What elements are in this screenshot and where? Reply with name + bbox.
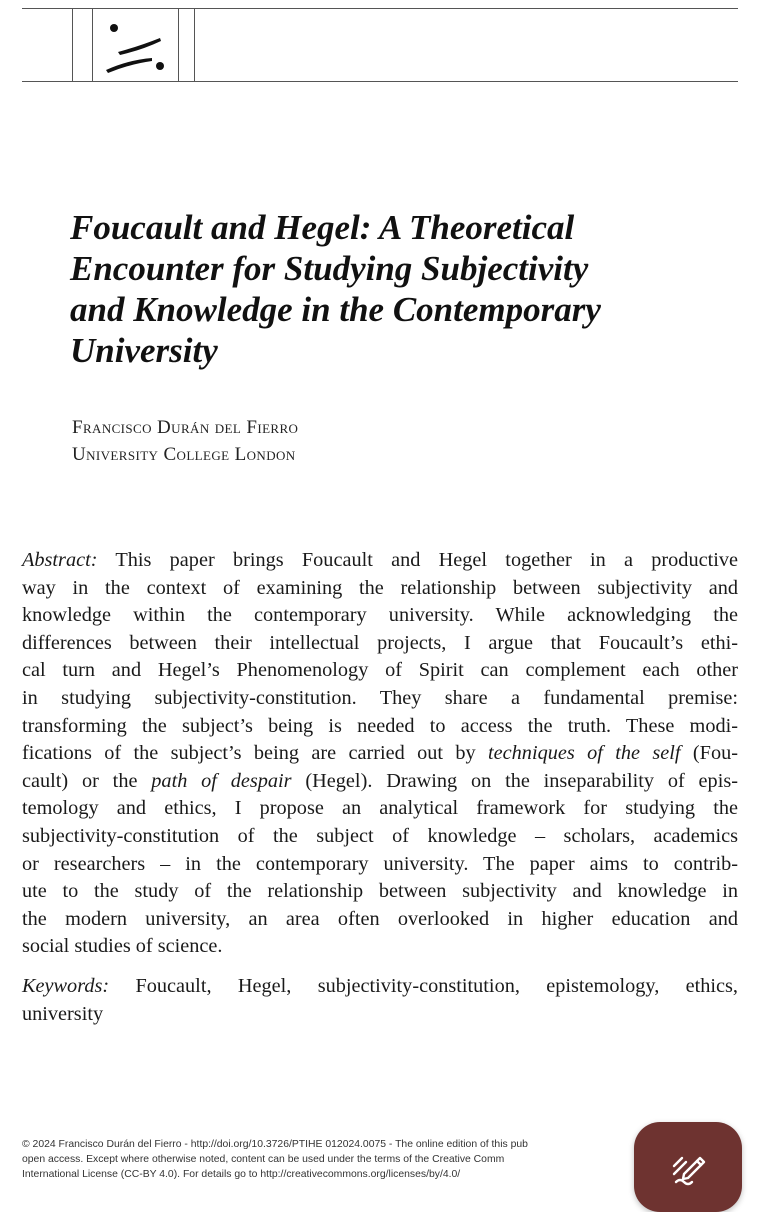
abstract-line: ute to the study of the relationship between subjectivity and knowledge in [22, 880, 738, 903]
keywords [22, 973, 738, 1028]
abstract-text: (Hegel). Drawing on the inseparability of epis- [291, 769, 738, 792]
paper-title [70, 207, 720, 371]
keywords-line [22, 973, 738, 1001]
abstract-text: This paper brings Foucault and Hegel together in a productive [97, 549, 738, 571]
title-line: Foucault and Hegel: A Theoretical [70, 208, 575, 247]
abstract-line [22, 768, 738, 796]
footer-line: © 2024 Francisco Durán del Fierro - http://doi.org/10.3726/PTIHE 012024.0075 - The online edition of this pub [22, 1139, 528, 1150]
header-divider [178, 8, 179, 82]
abstract-text: fications of the subject’s being are carried out by [22, 742, 489, 765]
title-line: University [70, 331, 218, 370]
abstract-line: knowledge within the contemporary university. While acknowledging the [22, 604, 738, 627]
abstract-text: (Fou- [680, 742, 738, 765]
abstract-emphasis: techniques of the self [488, 742, 681, 765]
abstract-line: social studies of science. [22, 935, 223, 958]
abstract-line: cal turn and Hegel’s Phenomenology of Spirit can complement each other [22, 659, 738, 682]
title-line: Encounter for Studying Subjectivity [70, 249, 589, 288]
annotate-button[interactable] [634, 1122, 742, 1212]
abstract-emphasis: path of despair [151, 769, 292, 792]
keywords-label: Keywords: [22, 975, 110, 997]
title-line: and Knowledge in the Contemporary [70, 290, 601, 329]
footer-line: open access. Except where otherwise noted, content can be used under the terms of the Creative Comm [22, 1154, 505, 1165]
header-divider [72, 8, 73, 82]
abstract-line: transforming the subject’s being is needed to access the truth. These modi- [22, 714, 738, 737]
keywords-text: Foucault, Hegel, subjectivity-constitution, epistemology, ethics, [109, 975, 738, 997]
abstract-line: differences between their intellectual projects, I argue that Foucault’s ethi- [22, 631, 738, 654]
journal-logo-icon [100, 18, 170, 78]
author-name: Francisco Durán del Fierro [72, 417, 299, 438]
abstract-line: in studying subjectivity-constitution. They share a fundamental premise: [22, 686, 738, 709]
abstract-line: the modern university, an area often overlooked in higher education and [22, 907, 738, 930]
author-affiliation: University College London [72, 444, 296, 465]
abstract-line: way in the context of examining the relationship between subjectivity and [22, 576, 738, 599]
abstract-line [22, 547, 738, 575]
header-divider [194, 8, 195, 82]
pencil-annotate-icon [670, 1152, 706, 1188]
header-divider [92, 8, 93, 82]
abstract-line: subjectivity-constitution of the subject of knowledge – scholars, academics [22, 824, 738, 847]
abstract-label: Abstract: [22, 549, 98, 571]
abstract-line: temology and ethics, I propose an analytical framework for studying the [22, 797, 738, 820]
abstract [22, 547, 738, 961]
keywords-line: university [22, 1002, 104, 1025]
footer-line: International License (CC-BY 4.0). For details go to http://creativecommons.org/licenses/by/4.0/ [22, 1169, 461, 1180]
abstract-text: cault) or the [22, 769, 152, 792]
header-bottom-rule [22, 81, 738, 82]
header-top-rule [22, 8, 738, 9]
abstract-line [22, 740, 738, 768]
abstract-line: or researchers – in the contemporary university. The paper aims to contrib- [22, 852, 738, 875]
